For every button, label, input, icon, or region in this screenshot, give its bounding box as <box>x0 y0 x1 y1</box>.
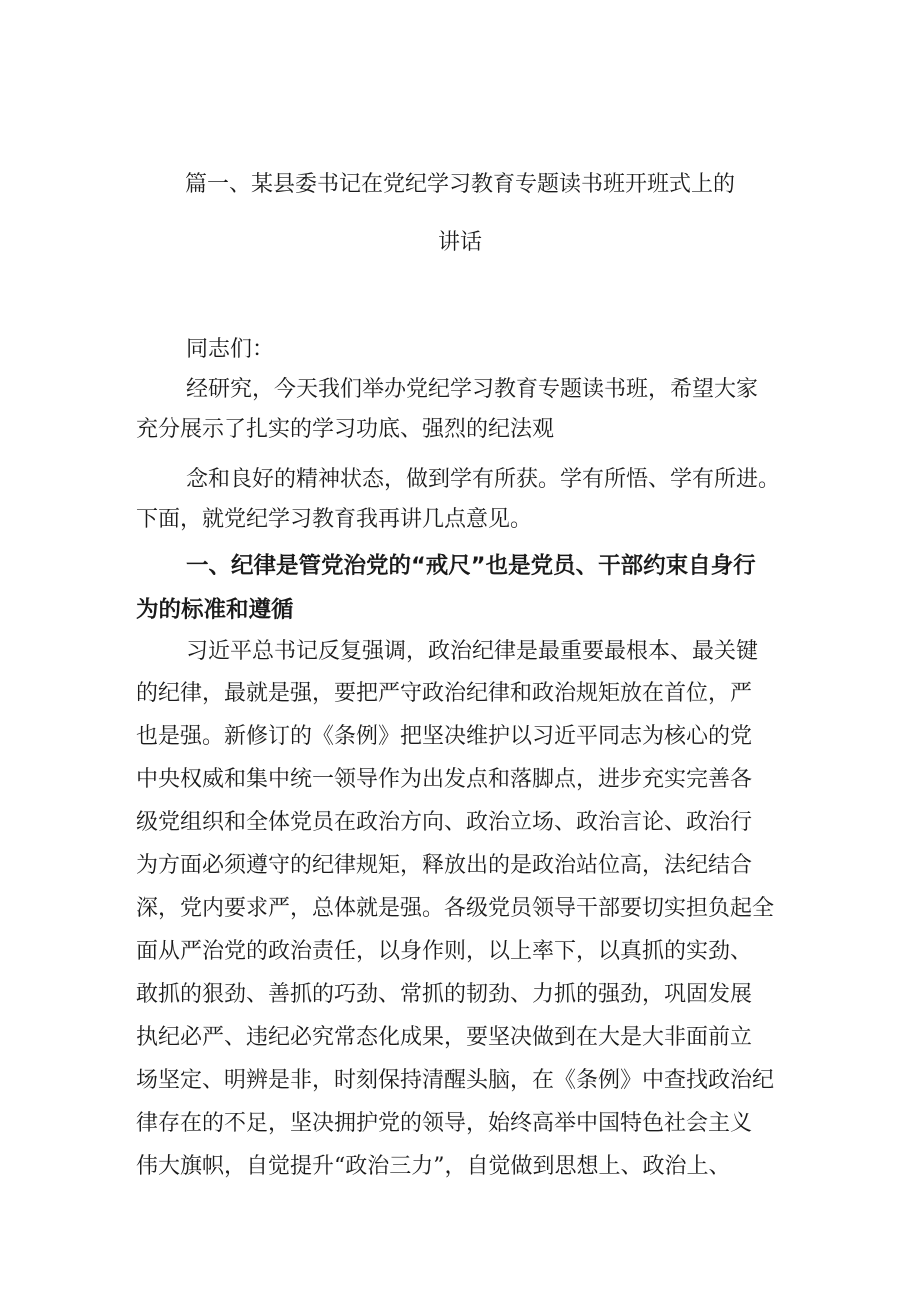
paragraph-line: 充分展示了扎实的学习功底、强烈的纪法观 <box>136 417 555 442</box>
section-heading-line2: 为的标准和遵循 <box>136 597 294 623</box>
body-line: 也是强。新修订的《条例》把坚决维护以习近平同志为核心的党 <box>136 724 753 749</box>
body-line: 中央权威和集中统一领导作为出发点和落脚点，进步充实完善各 <box>136 767 753 792</box>
body-line: 执纪必严、违纪必究常态化成果，要坚决做到在大是大非面前立 <box>136 1025 753 1050</box>
body-line: 的纪律，最就是强，要把严守政治纪律和政治规矩放在首位，严 <box>136 681 753 706</box>
section-heading-line1: 一、纪律是管党治党的“戒尺”也是党员、干部约束自身行 <box>186 553 756 579</box>
document-title-line2: 讲话 <box>437 230 482 255</box>
body-line: 伟大旗帜，自觉提升“政治三力”，自觉做到思想上、政治上、 <box>136 1154 731 1179</box>
paragraph-line: 经研究，今天我们举办党纪学习教育专题读书班，希望大家 <box>186 377 759 402</box>
body-line: 深，党内要求严，总体就是强。各级党员领导干部要切实担负起全 <box>136 896 775 921</box>
body-line: 律存在的不足，坚决拥护党的领导，始终高举中国特色社会主义 <box>136 1111 753 1136</box>
body-line: 级党组织和全体党员在政治方向、政治立场、政治言论、政治行 <box>136 810 753 835</box>
body-line: 为方面必须遵守的纪律规矩，释放出的是政治站位高，法纪结合 <box>136 853 753 878</box>
body-line: 习近平总书记反复强调，政治纪律是最重要最根本、最关键 <box>186 639 759 664</box>
body-line: 面从严治党的政治责任，以身作则，以上率下，以真抓的实劲、 <box>136 939 753 964</box>
paragraph-line: 念和良好的精神状态，做到学有所获。学有所悟、学有所进。 <box>186 467 781 492</box>
document-title-line1: 篇一、某县委书记在党纪学习教育专题读书班开班式上的 <box>184 172 735 197</box>
salutation: 同志们： <box>186 337 275 362</box>
paragraph-line: 下面，就党纪学习教育我再讲几点意见。 <box>136 507 533 532</box>
body-line: 场坚定、明辨是非，时刻保持清醒头脑，在《条例》中查找政治纪 <box>136 1068 775 1093</box>
body-line: 敢抓的狠劲、善抓的巧劲、常抓的韧劲、力抓的强劲，巩固发展 <box>136 982 753 1007</box>
